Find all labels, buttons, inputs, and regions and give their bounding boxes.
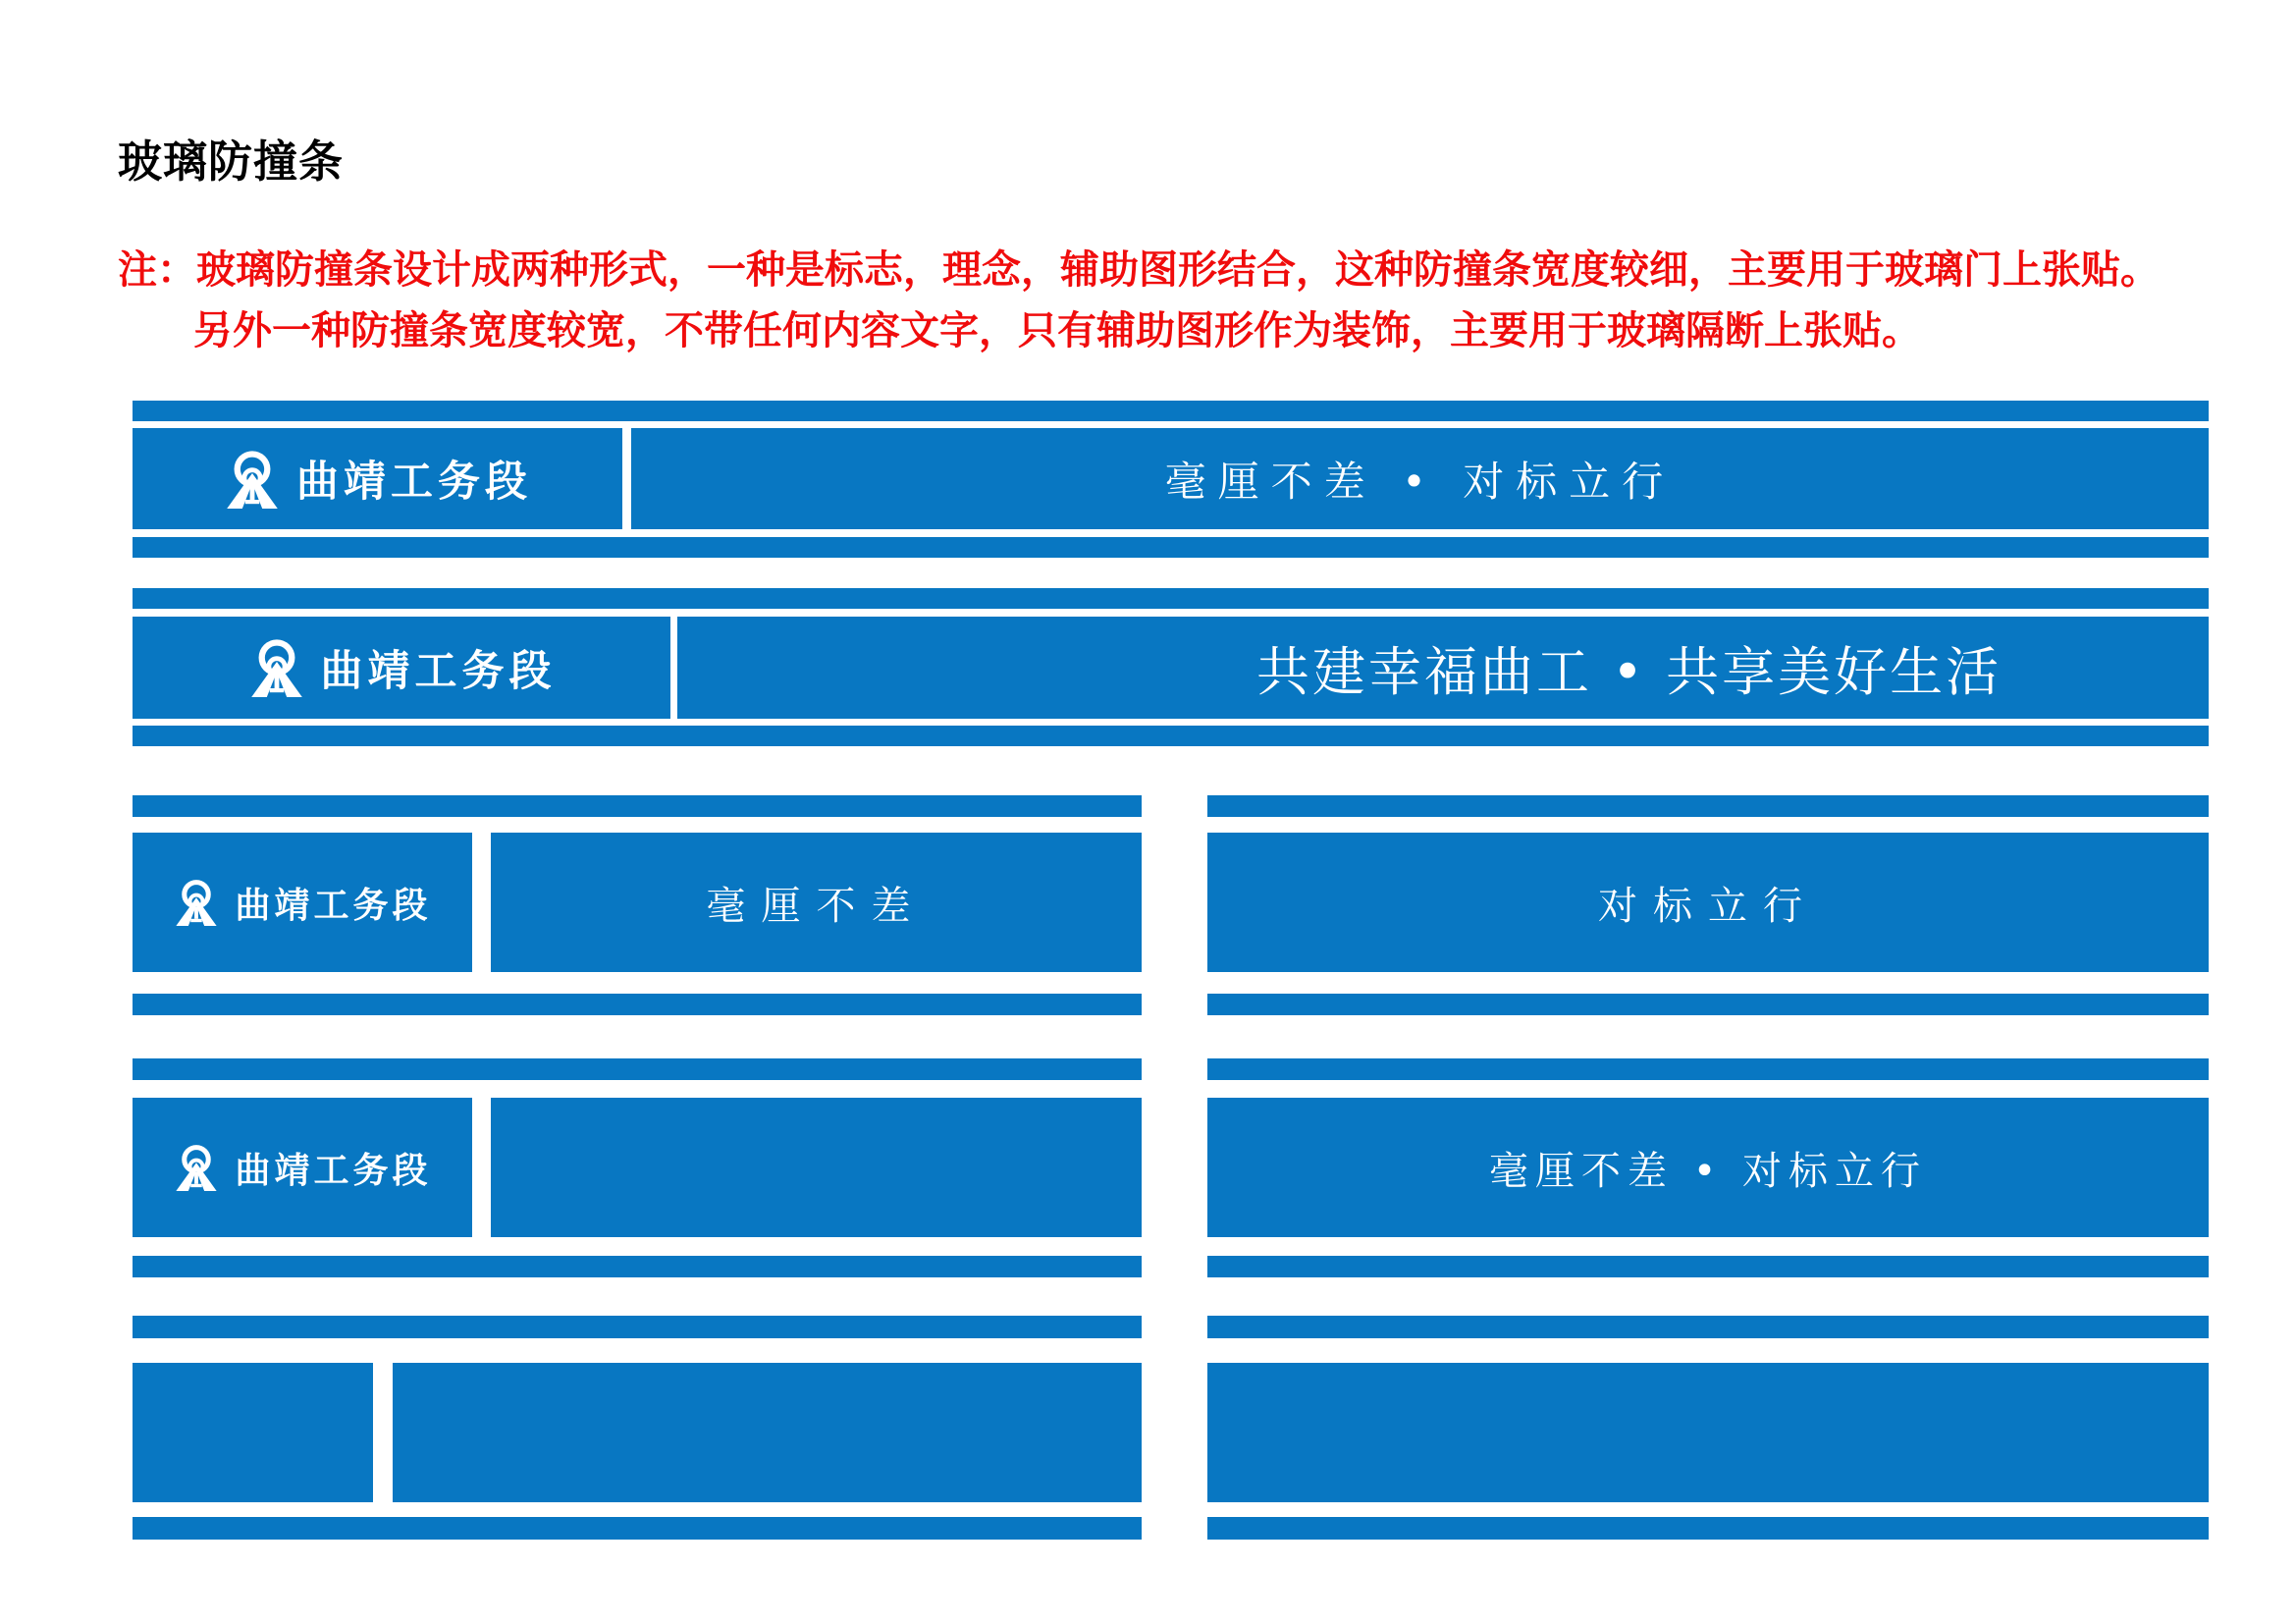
blank-panel — [491, 1098, 1142, 1237]
accent-strip-top — [133, 1316, 1142, 1338]
logo-panel — [133, 833, 472, 972]
accent-strip-bottom — [1207, 1517, 2209, 1540]
qujing-logo — [223, 449, 532, 510]
blank-panel-large — [393, 1363, 1142, 1502]
slogan-text: 对标立行 — [1598, 883, 1818, 929]
note-line-2: 另外一种防撞条宽度较宽，不带任何内容文字，只有辅助图形作为装饰，主要用于玻璃隔断上张贴。 — [193, 309, 1921, 352]
railway-emblem-icon — [173, 877, 220, 928]
railway-emblem-icon — [173, 1142, 220, 1193]
logo-panel — [133, 428, 622, 529]
accent-strip-top — [1207, 1058, 2209, 1080]
org-name: 曲靖工务段 — [320, 646, 557, 696]
slogan-panel — [1207, 1098, 2209, 1237]
accent-strip-bottom — [133, 537, 2209, 558]
slogan-text: 毫厘不差 • 对标立行 — [1488, 1148, 1928, 1194]
qujing-logo — [247, 637, 557, 698]
qujing-logo — [173, 1142, 431, 1193]
accent-strip-bottom — [133, 1256, 1142, 1277]
blank-panel — [1207, 1363, 2209, 1502]
page-title: 玻璃防撞条 — [118, 136, 345, 187]
accent-strip-top — [133, 401, 2209, 421]
accent-strip-bottom — [1207, 994, 2209, 1015]
accent-strip-top — [1207, 795, 2209, 817]
accent-strip-bottom — [133, 726, 2209, 746]
slogan-panel — [631, 428, 2209, 529]
org-name: 曲靖工务段 — [235, 1150, 432, 1191]
accent-strip-top — [1207, 1316, 2209, 1338]
slogan-panel — [491, 833, 1142, 972]
note-line-1: 注：玻璃防撞条设计成两种形式，一种是标志，理念，辅助图形结合，这种防撞条宽度较细，主要用于玻璃门上张贴。 — [118, 248, 2160, 292]
accent-strip-top — [133, 1058, 1142, 1080]
blank-panel-small — [133, 1363, 373, 1502]
railway-emblem-icon — [247, 637, 306, 698]
accent-strip-bottom — [133, 1517, 1142, 1540]
slogan-panel — [677, 617, 2209, 719]
org-name: 曲靖工务段 — [235, 885, 432, 926]
railway-emblem-icon — [223, 449, 282, 510]
slogan-text: 毫厘不差 — [706, 883, 927, 929]
slogan-text: 毫厘不差 • 对标立行 — [1164, 457, 1676, 506]
logo-panel — [133, 617, 670, 719]
slogan-text: 共建幸福曲工 • 共享美好生活 — [1256, 640, 2002, 703]
accent-strip-top — [133, 588, 2209, 609]
accent-strip-bottom — [1207, 1256, 2209, 1277]
logo-panel — [133, 1098, 472, 1237]
qujing-logo — [173, 877, 431, 928]
slogan-panel — [1207, 833, 2209, 972]
accent-strip-top — [133, 795, 1142, 817]
org-name: 曲靖工务段 — [296, 458, 532, 507]
accent-strip-bottom — [133, 994, 1142, 1015]
